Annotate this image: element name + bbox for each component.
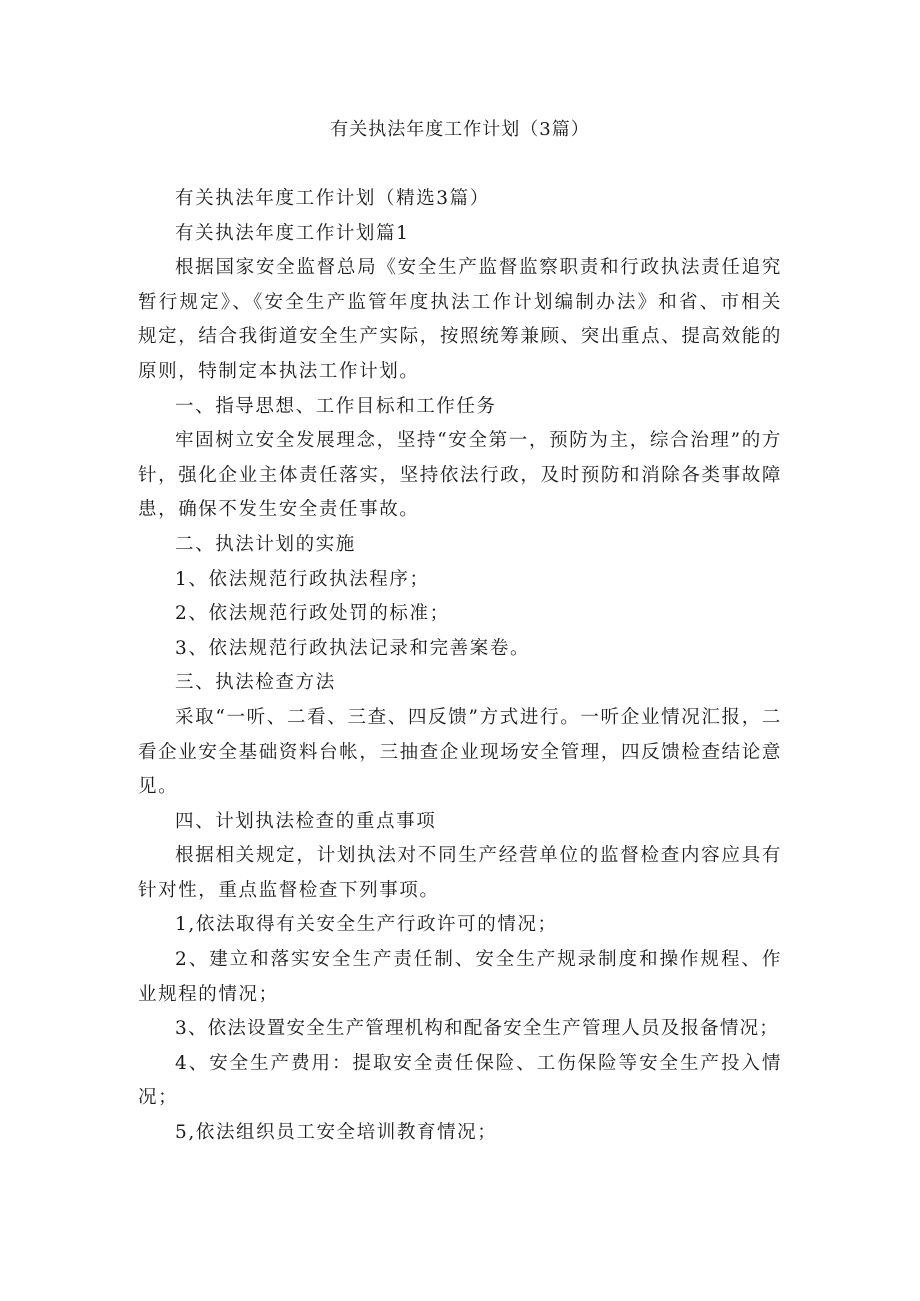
list-item: 5,依法组织员工安全培训教育情况；	[175, 1122, 498, 1144]
heading-plan-implementation: 二、执法计划的实施	[175, 533, 356, 555]
heading-key-matters: 四、计划执法检查的重点事项	[175, 810, 437, 832]
paragraph-intro: 根据国家安全监督总局《安全生产监督监察职责和行政执法责任追究暂行规定》、《安全生产监管年度执法工作计划编制办法》和省、市相关规定，结合我街道安全生产实际，按照统筹兼顾、突出重点、提高效能的原则，特制定本执法工作计划。	[138, 257, 782, 382]
paragraph-guiding-ideology: 牢固树立安全发展理念，坚持“安全第一，预防为主，综合治理”的方针，强化企业主体责任落实，坚持依法行政，及时预防和消除各类事故障患，确保不发生安全责任事故。	[138, 430, 782, 521]
paragraph-subtitle: 有关执法年度工作计划（精选3篇）	[175, 188, 490, 209]
list-item: 4、安全生产费用：提取安全责任保险、工伤保险等安全生产投入情况；	[138, 1052, 782, 1109]
document-title: 有关执法年度工作计划（3篇）	[330, 119, 590, 140]
document-body	[138, 182, 782, 1151]
heading-inspection-method: 三、执法检查方法	[175, 672, 336, 694]
list-item: 3、依法规范行政执法记录和完善案卷。	[175, 637, 531, 659]
list-item: 1、依法规范行政执法程序；	[175, 568, 430, 590]
paragraph-inspection-method: 采取“一听、二看、三查、四反馈”方式进行。一听企业情况汇报，二看企业安全基础资料台帐，三抽查企业现场安全管理，四反馈检查结论意见。	[138, 706, 782, 798]
list-item: 3、依法设置安全生产管理机构和配备安全生产管理人员及报备情况；	[175, 1018, 779, 1040]
paragraph-section-heading: 有关执法年度工作计划篇1	[175, 222, 410, 244]
list-item: 2、依法规范行政处罚的标准；	[175, 603, 450, 625]
list-item: 2、建立和落实安全生产责任制、安全生产规录制度和操作规程、作业规程的情况；	[138, 949, 782, 1005]
list-item: 1,依法取得有关安全生产行政许可的情况；	[175, 914, 558, 936]
paragraph-key-matters: 根据相关规定，计划执法对不同生产经营单位的监督检查内容应具有针对性，重点监督检查下列事项。	[138, 845, 782, 901]
heading-guiding-ideology: 一、指导思想、工作目标和工作任务	[175, 395, 497, 417]
